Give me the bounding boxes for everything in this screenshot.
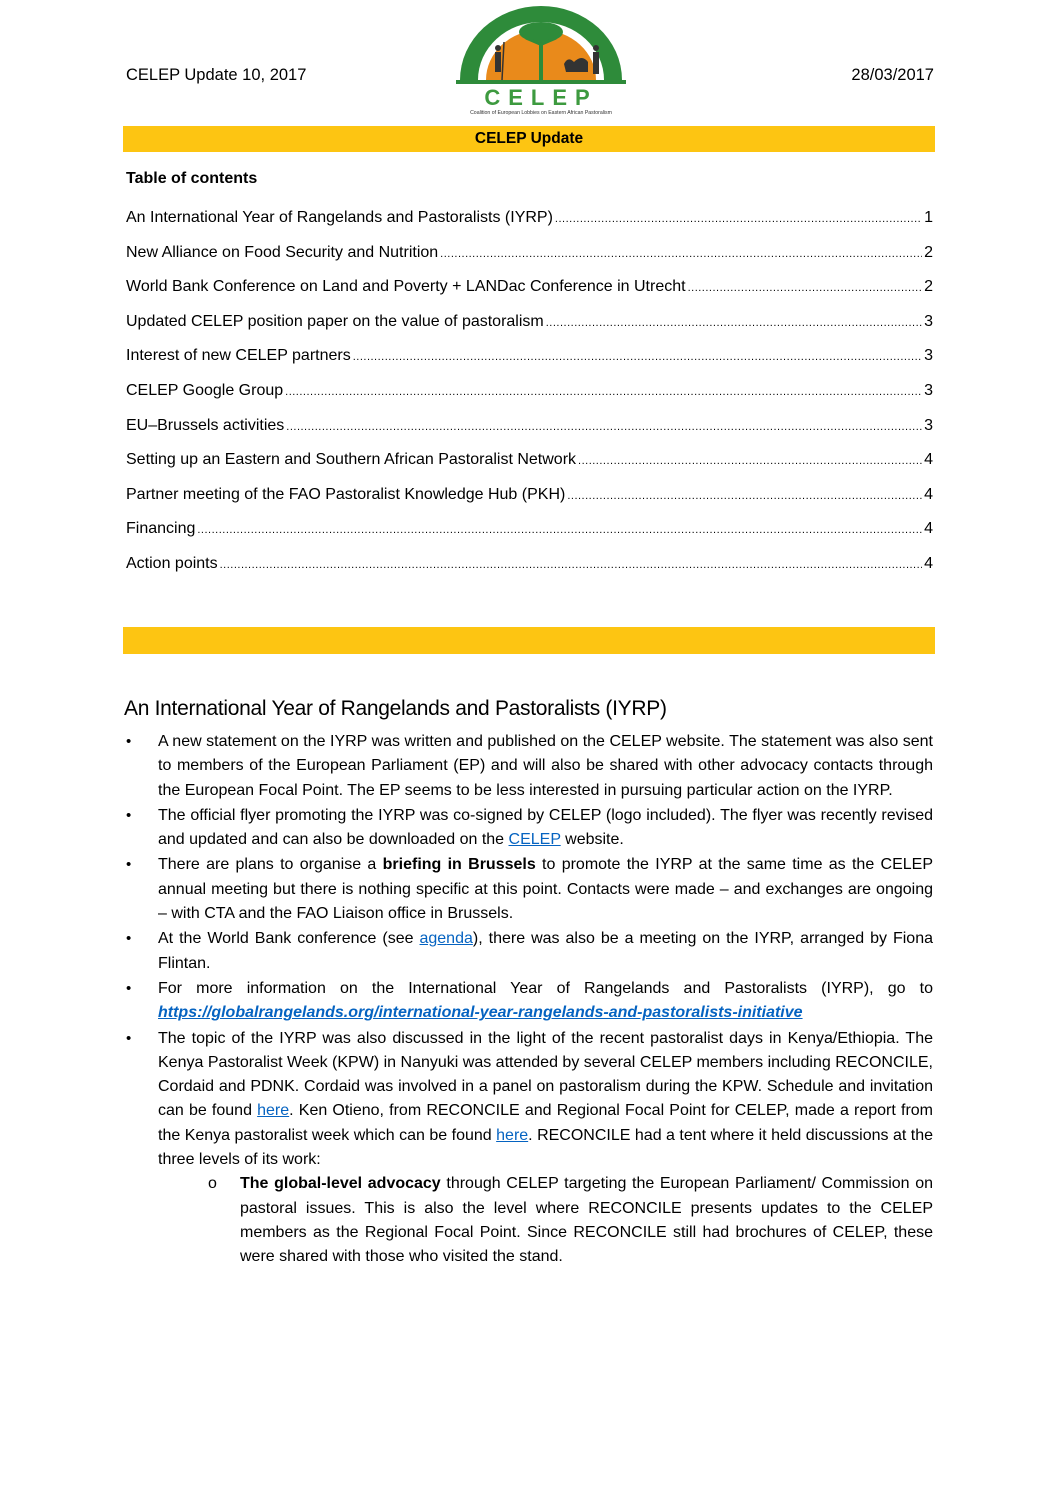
- toc-item-title: An International Year of Rangelands and Pastoralists (IYRP): [126, 209, 553, 226]
- toc-page-number: 3: [924, 347, 933, 365]
- toc-leader: [353, 347, 922, 367]
- update-band: CELEP Update: [123, 126, 935, 152]
- toc-item-title: CELEP Google Group: [126, 381, 284, 399]
- logo-subtitle: Coalition of European Lobbies on Eastern African Pastoralism: [470, 110, 612, 116]
- toc-item[interactable]: [126, 519, 933, 554]
- toc-item-title: New Alliance on Food Security and Nutrition: [126, 243, 439, 261]
- toc-item[interactable]: [126, 450, 933, 485]
- bullet-item: • For more information on the International Year of Rangelands and Pastoralists (IYRP), go to https://globalrangelands.org/international-year-rangelands-and-pastoralists-initiative: [126, 977, 933, 1026]
- toc-item[interactable]: [126, 554, 933, 589]
- toc-page-number: 3: [924, 381, 933, 399]
- toc-item[interactable]: [126, 381, 933, 416]
- section-heading: An International Year of Rangelands and Pastoralists (IYRP): [124, 697, 667, 720]
- toc-page-number: 4: [924, 554, 933, 572]
- toc-item[interactable]: [126, 485, 933, 520]
- toc-page-number: 2: [924, 243, 933, 261]
- toc-leader: [440, 244, 922, 264]
- agenda-link[interactable]: agenda: [419, 930, 473, 948]
- toc-item[interactable]: [126, 346, 933, 381]
- toc-page-number: 3: [924, 312, 933, 330]
- toc-page-number: 4: [924, 485, 933, 503]
- header-left: CELEP Update 10, 2017: [126, 66, 307, 84]
- toc-page-number: 1: [924, 209, 933, 226]
- globalrangelands-link[interactable]: https://globalrangelands.org/international-year-rangelands-and-pastoralists-initiative: [158, 1004, 803, 1022]
- toc-leader: [555, 209, 922, 229]
- toc-page-number: 4: [924, 451, 933, 469]
- toc-item-title: Action points: [126, 554, 218, 572]
- toc-item[interactable]: [126, 277, 933, 312]
- toc-item-title: Financing: [126, 520, 196, 538]
- celep-logo: [456, 4, 626, 116]
- toc-leader: [567, 486, 922, 506]
- header-right: 28/03/2017: [851, 66, 934, 84]
- bullet-item: • The topic of the IYRP was also discussed in the light of the recent pastoralist days in Kenya/Ethiopia. The Kenya Pastoralist Week (KPW) in Nanyuki was attended by several CELEP members including RECONCILE, Cordaid and PDNK. Cordaid was involved in a panel on pastoralism during the KPW. Schedule and invitation can be found here. Ken Otieno, from RECONCILE and Regional Focal Point for CELEP, made a report from the Kenya pastoralist week which can be found here. RECONCILE had a tent where it held discussions at the three levels of its work: o The global-level advocacy through CELEP targeting the European Parliament/ Commission on pastoral issues. This is also the level where RECONCILE presents updates to the CELEP members as the Regional Focal Point. Since RECONCILE still had brochures of CELEP, these were shared with those who visited the stand.: [126, 1027, 933, 1270]
- section-body: [126, 730, 933, 1271]
- toc-leader: [197, 520, 922, 540]
- toc-page-number: 4: [924, 520, 933, 538]
- sub-bullet-item: o The global-level advocacy through CELEP targeting the European Parliament/ Commission on pastoral issues. This is also the level where RECONCILE presents updates to the CELEP members as the Regional Focal Point. Since RECONCILE still had brochures of CELEP, these were shared with those who visited the stand.: [158, 1172, 933, 1269]
- logo-wordmark: CELEP: [484, 85, 598, 110]
- celep-link[interactable]: CELEP: [508, 831, 561, 849]
- report-here-link[interactable]: here: [496, 1126, 529, 1144]
- toc-leader: [286, 417, 922, 437]
- toc-item-title: Setting up an Eastern and Southern African Pastoralist Network: [126, 451, 577, 469]
- toc-item-title: Updated CELEP position paper on the value of pastoralism: [126, 312, 544, 330]
- toc-leader: [578, 451, 922, 471]
- toc-item[interactable]: [126, 208, 933, 243]
- toc-item-title: EU–Brussels activities: [126, 416, 285, 434]
- bullet-item: • At the World Bank conference (see agenda), there was also be a meeting on the IYRP, arranged by Fiona Flintan.: [126, 927, 933, 976]
- toc-item-title: World Bank Conference on Land and Poverty + LANDac Conference in Utrecht: [126, 278, 686, 296]
- toc-item[interactable]: [126, 312, 933, 347]
- toc-page-number: 2: [924, 278, 933, 296]
- schedule-here-link[interactable]: here: [257, 1102, 290, 1120]
- divider-band: [123, 627, 935, 654]
- toc-item[interactable]: [126, 243, 933, 278]
- toc-leader: [285, 382, 922, 402]
- toc-item[interactable]: [126, 416, 933, 451]
- bullet-item: • The official flyer promoting the IYRP was co-signed by CELEP (logo included). The flyer was recently revised and updated and can also be downloaded on the CELEP website.: [126, 804, 933, 853]
- toc-leader: [546, 313, 922, 333]
- toc-item-title: Interest of new CELEP partners: [126, 347, 351, 365]
- toc-leader: [688, 278, 923, 298]
- toc-leader: [220, 555, 922, 575]
- toc-page-number: 3: [924, 416, 933, 434]
- toc-item-title: Partner meeting of the FAO Pastoralist Knowledge Hub (PKH): [126, 485, 566, 503]
- toc-title: Table of contents: [126, 170, 258, 187]
- table-of-contents: [126, 208, 933, 589]
- bullet-item: • A new statement on the IYRP was written and published on the CELEP website. The statement was also sent to members of the European Parliament (EP) and will also be shared with other advocacy contacts through the European Focal Point. The EP seems to be less interested in pursuing particular action on the IYRP.: [126, 730, 933, 803]
- bullet-item: • There are plans to organise a briefing in Brussels to promote the IYRP at the same time as the CELEP annual meeting but there is nothing specific at this point. Contacts were made – and exchanges are ongoing – with CTA and the FAO Liaison office in Brussels.: [126, 853, 933, 926]
